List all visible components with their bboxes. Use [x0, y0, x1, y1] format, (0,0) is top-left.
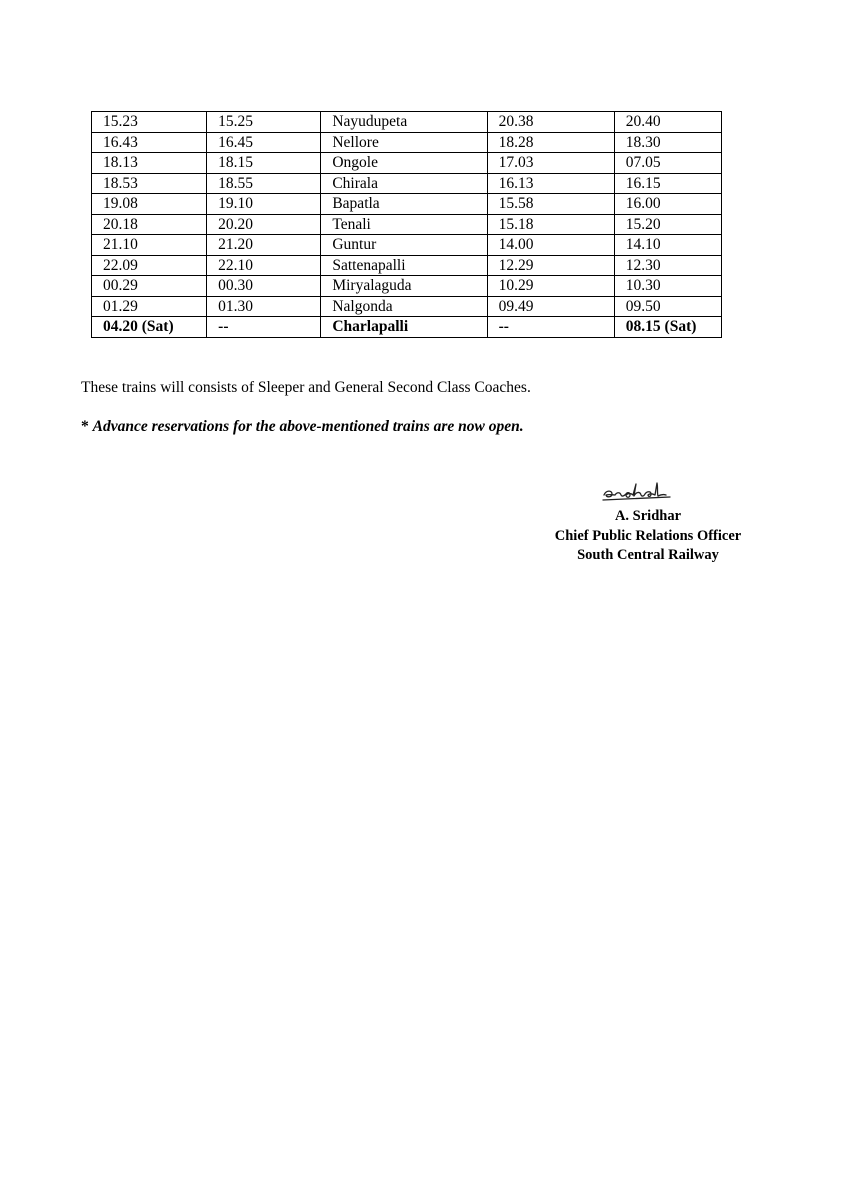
station-cell: Ongole	[321, 153, 487, 174]
return-departure-cell: 10.30	[614, 276, 721, 297]
signatory-name: A. Sridhar	[614, 508, 682, 524]
train-timetable	[91, 111, 722, 338]
station-cell: Nayudupeta	[321, 112, 487, 133]
arrival-cell: 18.13	[92, 153, 207, 174]
arrival-cell: 21.10	[92, 235, 207, 256]
return-arrival-cell: 15.58	[487, 194, 614, 215]
station-cell: Guntur	[321, 235, 487, 256]
advance-reservation-note	[81, 418, 524, 436]
return-departure-cell: 08.15 (Sat)	[614, 317, 721, 338]
station-cell: Nellore	[321, 132, 487, 153]
table-row	[92, 194, 722, 215]
table-row	[92, 255, 722, 276]
return-arrival-cell: 15.18	[487, 214, 614, 235]
return-departure-cell: 12.30	[614, 255, 721, 276]
departure-cell: 21.20	[207, 235, 321, 256]
return-arrival-cell: 10.29	[487, 276, 614, 297]
departure-cell: 20.20	[207, 214, 321, 235]
table-row	[92, 153, 722, 174]
arrival-cell: 16.43	[92, 132, 207, 153]
return-departure-cell: 16.15	[614, 173, 721, 194]
departure-cell: 19.10	[207, 194, 321, 215]
station-cell: Sattenapalli	[321, 255, 487, 276]
table-row	[92, 214, 722, 235]
table-row	[92, 276, 722, 297]
return-arrival-cell: 20.38	[487, 112, 614, 133]
departure-cell: 15.25	[207, 112, 321, 133]
return-departure-cell: 14.10	[614, 235, 721, 256]
arrival-cell: 01.29	[92, 296, 207, 317]
signature-image	[600, 478, 700, 504]
return-arrival-cell: 12.29	[487, 255, 614, 276]
departure-cell: 22.10	[207, 255, 321, 276]
departure-cell: 00.30	[207, 276, 321, 297]
station-cell: Miryalaguda	[321, 276, 487, 297]
return-arrival-cell: 14.00	[487, 235, 614, 256]
coaches-note: These trains will consists of Sleeper and General Second Class Coaches.	[81, 379, 531, 396]
signatory-organization: South Central Railway	[577, 547, 719, 563]
return-arrival-cell: --	[487, 317, 614, 338]
departure-cell: 18.55	[207, 173, 321, 194]
return-departure-cell: 18.30	[614, 132, 721, 153]
arrival-cell: 20.18	[92, 214, 207, 235]
return-departure-cell: 16.00	[614, 194, 721, 215]
return-departure-cell: 20.40	[614, 112, 721, 133]
arrival-cell: 22.09	[92, 255, 207, 276]
arrival-cell: 19.08	[92, 194, 207, 215]
return-arrival-cell: 17.03	[487, 153, 614, 174]
signatory-designation: Chief Public Relations Officer	[554, 527, 742, 544]
signatory-block	[530, 507, 766, 566]
station-cell: Nalgonda	[321, 296, 487, 317]
return-departure-cell: 07.05	[614, 153, 721, 174]
table-row	[92, 235, 722, 256]
table-row	[92, 112, 722, 133]
table-row	[92, 132, 722, 153]
table-row	[92, 296, 722, 317]
arrival-cell: 15.23	[92, 112, 207, 133]
departure-cell: 18.15	[207, 153, 321, 174]
station-cell: Chirala	[321, 173, 487, 194]
departure-cell: 01.30	[207, 296, 321, 317]
return-departure-cell: 15.20	[614, 214, 721, 235]
table-row-terminus	[92, 317, 722, 338]
arrival-cell: 18.53	[92, 173, 207, 194]
return-arrival-cell: 18.28	[487, 132, 614, 153]
advance-reservation-text: Advance reservations for the above-mentioned trains are now open.	[92, 418, 524, 435]
station-cell: Charlapalli	[321, 317, 487, 338]
return-departure-cell: 09.50	[614, 296, 721, 317]
station-cell: Bapatla	[321, 194, 487, 215]
table-row	[92, 173, 722, 194]
return-arrival-cell: 09.49	[487, 296, 614, 317]
arrival-cell: 00.29	[92, 276, 207, 297]
return-arrival-cell: 16.13	[487, 173, 614, 194]
station-cell: Tenali	[321, 214, 487, 235]
asterisk: *	[81, 418, 93, 435]
departure-cell: --	[207, 317, 321, 338]
handwritten-signature-icon	[600, 478, 700, 504]
departure-cell: 16.45	[207, 132, 321, 153]
arrival-cell: 04.20 (Sat)	[92, 317, 207, 338]
